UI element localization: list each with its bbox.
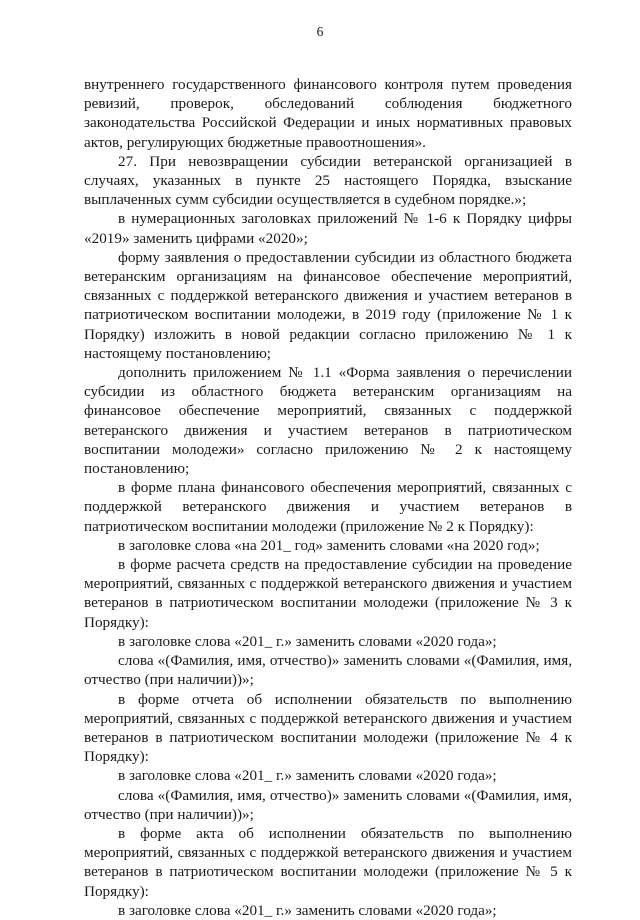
paragraph: слова «(Фамилия, имя, отчество)» заменить словами «(Фамилия, имя, отчество (при наличии))»; (84, 652, 572, 689)
paragraph: в форме акта об исполнении обязательств по выполнению мероприятий, связанных с поддержкой ветеранского движения и участием ветеранов в патриотическом воспитании молодежи (приложение № 5 к Порядку): (84, 824, 572, 900)
paragraph: в заголовке слова «201_ г.» заменить словами «2020 года»; (118, 632, 497, 650)
paragraph: в форме расчета средств на предоставление субсидии на проведение мероприятий, связанных с поддержкой ветеранского движения и участием ветеранов в патриотическом воспитании молодежи (приложение № 3 к Порядку): (84, 556, 572, 631)
paragraph: 27. При невозвращении субсидии ветеранской организацией в случаях, указанных в пункте 25 настоящего Порядка, взыскание выплаченных сумм субсидии осуществляется в судебном порядке.»; (84, 152, 572, 209)
paragraph: в заголовке слова «201_ г.» заменить словами «2020 года»; (118, 901, 497, 919)
paragraph: в форме отчета об исполнении обязательств по выполнению мероприятий, связанных с поддержкой ветеранского движения и участием ветеранов в патриотическом воспитании молодежи (приложение № 4 к Порядку): (84, 690, 572, 766)
paragraph: в заголовке слова «201_ г.» заменить словами «2020 года»; (118, 767, 497, 785)
paragraph: в форме плана финансового обеспечения мероприятий, связанных с поддержкой ветеранского движения и участием ветеранов в патриотическом воспитании молодежи (приложение № 2 к Порядку): (84, 479, 572, 535)
paragraph: внутреннего государственного финансового контроля путем проведения ревизий, проверок, обследований соблюдения бюджетного законодательства Российской Федерации и иных нормативных правовых актов, регулирующих бюджетные правоотношения». (84, 76, 572, 151)
paragraph: слова «(Фамилия, имя, отчество)» заменить словами «(Фамилия, имя, отчество (при наличии))»; (84, 786, 572, 823)
paragraph: форму заявления о предоставлении субсидии из областного бюджета ветеранским организациям на финансовое обеспечение мероприятий, связанных с поддержкой ветеранского движения и участием ветеранов в патриотическом воспитании молодежи, в 2019 году (приложение № 1 к Порядку) изложить в новой редакции согласно приложению № 1 к настоящему постановлению; (84, 248, 572, 362)
paragraph: дополнить приложением № 1.1 «Форма заявления о перечислении субсидии из областного бюджета ветеранским организациям на финансовое обеспечение мероприятий, связанных с поддержкой ветеранского движения и участием ветеранов в патриотическом воспитании молодежи» согласно приложению № 2 к настоящему постановлению; (84, 364, 572, 478)
page-number: 6 (316, 24, 324, 39)
paragraph: в заголовке слова «на 201_ год» заменить словами «на 2020 год»; (118, 536, 540, 554)
paragraph: в нумерационных заголовках приложений № 1-6 к Порядку цифры «2019» заменить цифрами «2020»; (84, 210, 572, 247)
document-body (84, 75, 572, 920)
